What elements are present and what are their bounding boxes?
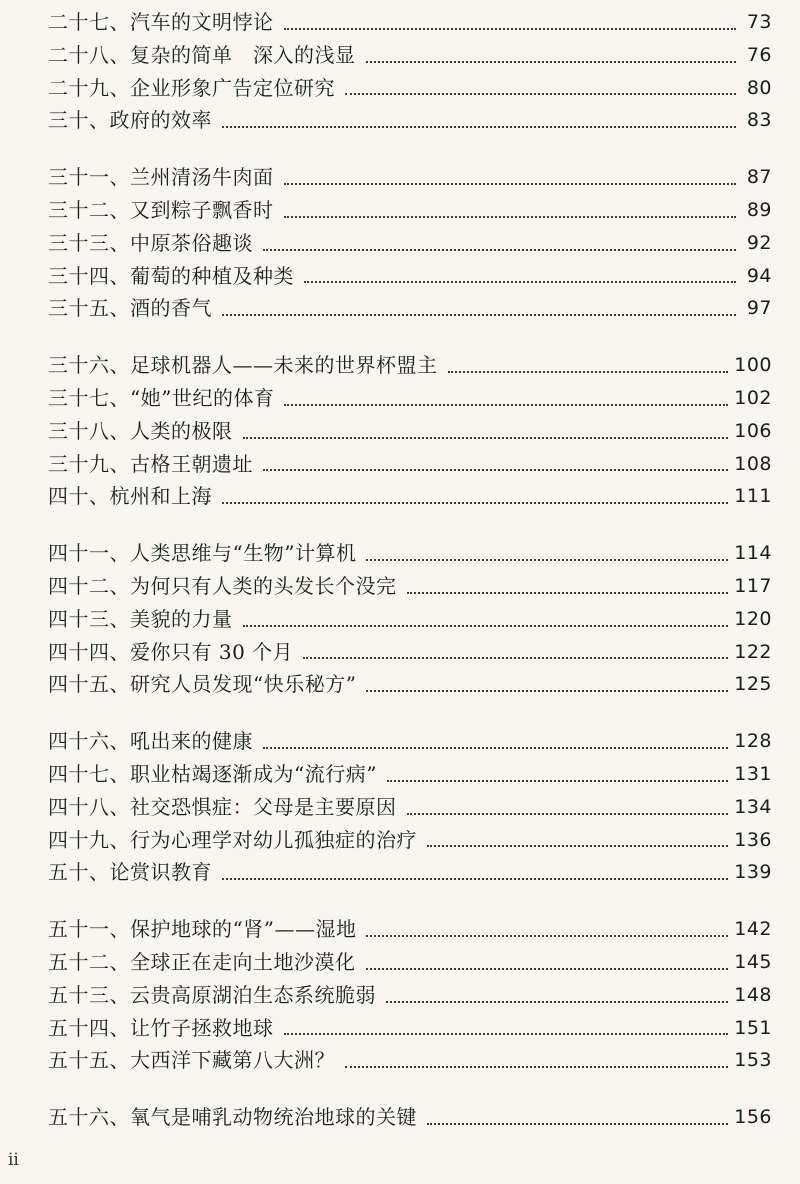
dot-leader	[366, 935, 728, 937]
toc-entry-page: 76	[746, 43, 772, 66]
dot-leader	[366, 968, 729, 970]
toc-entry-title: 五十二、全球正在走向土地沙漠化	[48, 949, 356, 974]
toc-entry-page: 128	[734, 730, 772, 753]
toc-entry-title: 四十五、研究人员发现“快乐秘方”	[48, 672, 357, 697]
dot-leader	[243, 437, 729, 439]
toc-entry-title: 五十五、大西洋下藏第八大洲？	[48, 1048, 335, 1073]
toc-entry-page: 108	[734, 452, 772, 475]
toc-entry-title: 三十、政府的效率	[48, 108, 212, 133]
dot-leader	[448, 371, 729, 373]
toc-group	[48, 913, 772, 1077]
toc-entry-page: 83	[746, 109, 772, 132]
dot-leader	[366, 61, 737, 63]
toc-entry	[48, 6, 772, 39]
toc-group	[48, 349, 772, 513]
toc-entry-title: 三十二、又到粽子飘香时	[48, 197, 274, 222]
toc-entry-title: 三十八、人类的极限	[48, 418, 233, 443]
toc-entry	[48, 913, 772, 946]
toc-entry-page: 97	[746, 297, 772, 320]
dot-leader	[407, 813, 729, 815]
toc-entry	[48, 1012, 772, 1045]
toc-entry-title: 四十八、社交恐惧症：父母是主要原因	[48, 794, 397, 819]
toc-entry-page: 102	[734, 386, 772, 409]
toc-entry-title: 四十六、吼出来的健康	[48, 729, 253, 754]
toc-entry	[48, 292, 772, 325]
toc-entry-title: 四十七、职业枯竭逐渐成为“流行病”	[48, 761, 377, 786]
toc-entry-title: 三十六、足球机器人——未来的世界杯盟主	[48, 353, 438, 378]
toc-entry	[48, 72, 772, 105]
dot-leader	[284, 216, 737, 218]
toc-entry	[48, 161, 772, 194]
dot-leader	[284, 183, 737, 185]
toc-entry	[48, 349, 772, 382]
toc-group	[48, 725, 772, 889]
toc-entry-page: 114	[734, 542, 772, 565]
dot-leader	[345, 93, 736, 95]
toc-entry	[48, 603, 772, 636]
toc-entry-title: 三十五、酒的香气	[48, 296, 212, 321]
toc-entry-page: 125	[734, 673, 772, 696]
toc-entry-title: 五十六、氧气是哺乳动物统治地球的关键	[48, 1105, 417, 1130]
toc-entry-page: 106	[734, 419, 772, 442]
toc-entry-title: 四十二、为何只有人类的头发长个没完	[48, 573, 397, 598]
toc-entry-title: 五十一、保护地球的“肾”——湿地	[48, 917, 357, 942]
dot-leader	[427, 1123, 728, 1125]
toc-entry	[48, 856, 772, 889]
dot-leader	[263, 747, 728, 749]
toc-entry-title: 四十四、爱你只有 30 个月	[48, 639, 294, 664]
toc-entry-title: 五十三、云贵高原湖泊生态系统脆弱	[48, 982, 376, 1007]
toc-entry-page: 139	[734, 861, 772, 884]
dot-leader	[243, 625, 729, 627]
dot-leader	[222, 126, 736, 128]
dot-leader	[387, 780, 728, 782]
toc-entry	[48, 824, 772, 857]
table-of-contents	[48, 6, 772, 1134]
toc-entry-title: 四十、杭州和上海	[48, 484, 212, 509]
toc-entry-page: 151	[734, 1016, 772, 1039]
toc-entry	[48, 668, 772, 701]
toc-entry	[48, 260, 772, 293]
toc-entry-page: 120	[734, 607, 772, 630]
dot-leader	[366, 559, 728, 561]
toc-entry	[48, 382, 772, 415]
toc-group	[48, 6, 772, 137]
toc-entry	[48, 480, 772, 513]
toc-entry	[48, 448, 772, 481]
toc-entry-page: 87	[746, 166, 772, 189]
dot-leader	[284, 28, 737, 30]
toc-group	[48, 1101, 772, 1134]
toc-entry-page: 156	[734, 1106, 772, 1129]
toc-entry-page: 122	[734, 640, 772, 663]
toc-entry-page: 117	[734, 574, 772, 597]
dot-leader	[304, 281, 736, 283]
page-folio: ii	[8, 1150, 19, 1170]
toc-entry-page: 100	[734, 354, 772, 377]
toc-entry-title: 二十七、汽车的文明悖论	[48, 10, 274, 34]
toc-entry-page: 80	[746, 76, 772, 99]
toc-entry-title: 三十一、兰州清汤牛肉面	[48, 165, 274, 190]
dot-leader	[284, 404, 728, 406]
toc-entry-page: 148	[734, 983, 772, 1006]
toc-entry-page: 145	[734, 950, 772, 973]
toc-entry	[48, 979, 772, 1012]
dot-leader	[386, 1001, 728, 1003]
toc-entry	[48, 946, 772, 979]
toc-entry	[48, 791, 772, 824]
dot-leader	[222, 502, 728, 504]
dot-leader	[427, 845, 728, 847]
toc-entry-title: 二十八、复杂的简单 深入的浅显	[48, 42, 356, 67]
toc-entry	[48, 194, 772, 227]
toc-entry-page: 89	[746, 198, 772, 221]
toc-entry	[48, 570, 772, 603]
dot-leader	[345, 1066, 728, 1068]
toc-entry-page: 92	[746, 231, 772, 254]
toc-entry-page: 111	[734, 485, 772, 508]
toc-entry-title: 四十三、美貌的力量	[48, 606, 233, 631]
toc-entry-title: 三十七、“她”世纪的体育	[48, 385, 275, 410]
toc-entry-title: 五十四、让竹子拯救地球	[48, 1015, 274, 1040]
toc-entry-page: 134	[734, 795, 772, 818]
toc-entry	[48, 415, 772, 448]
toc-entry-title: 四十一、人类思维与“生物”计算机	[48, 541, 357, 566]
dot-leader	[407, 592, 729, 594]
toc-entry	[48, 104, 772, 137]
toc-group	[48, 537, 772, 701]
dot-leader	[222, 878, 728, 880]
dot-leader	[263, 249, 736, 251]
toc-entry	[48, 636, 772, 669]
toc-entry	[48, 537, 772, 570]
dot-leader	[303, 657, 728, 659]
toc-entry-title: 五十、论赏识教育	[48, 860, 212, 885]
toc-entry-title: 三十四、葡萄的种植及种类	[48, 263, 294, 288]
toc-entry	[48, 1044, 772, 1077]
toc-entry	[48, 227, 772, 260]
toc-entry-page: 136	[734, 828, 772, 851]
dot-leader	[366, 690, 728, 692]
dot-leader	[284, 1033, 729, 1035]
toc-entry-page: 153	[734, 1049, 772, 1072]
toc-entry-title: 三十三、中原茶俗趣谈	[48, 230, 253, 255]
toc-entry-page: 94	[746, 264, 772, 287]
dot-leader	[263, 469, 728, 471]
toc-entry	[48, 758, 772, 791]
toc-entry	[48, 1101, 772, 1134]
toc-entry-title: 二十九、企业形象广告定位研究	[48, 75, 335, 100]
toc-entry-page: 131	[734, 762, 772, 785]
dot-leader	[222, 314, 736, 316]
toc-entry-title: 三十九、古格王朝遗址	[48, 451, 253, 476]
toc-entry	[48, 39, 772, 72]
toc-group	[48, 161, 772, 325]
toc-entry	[48, 725, 772, 758]
toc-entry-page: 142	[734, 918, 772, 941]
toc-entry-page: 73	[746, 11, 772, 33]
toc-entry-title: 四十九、行为心理学对幼儿孤独症的治疗	[48, 827, 417, 852]
